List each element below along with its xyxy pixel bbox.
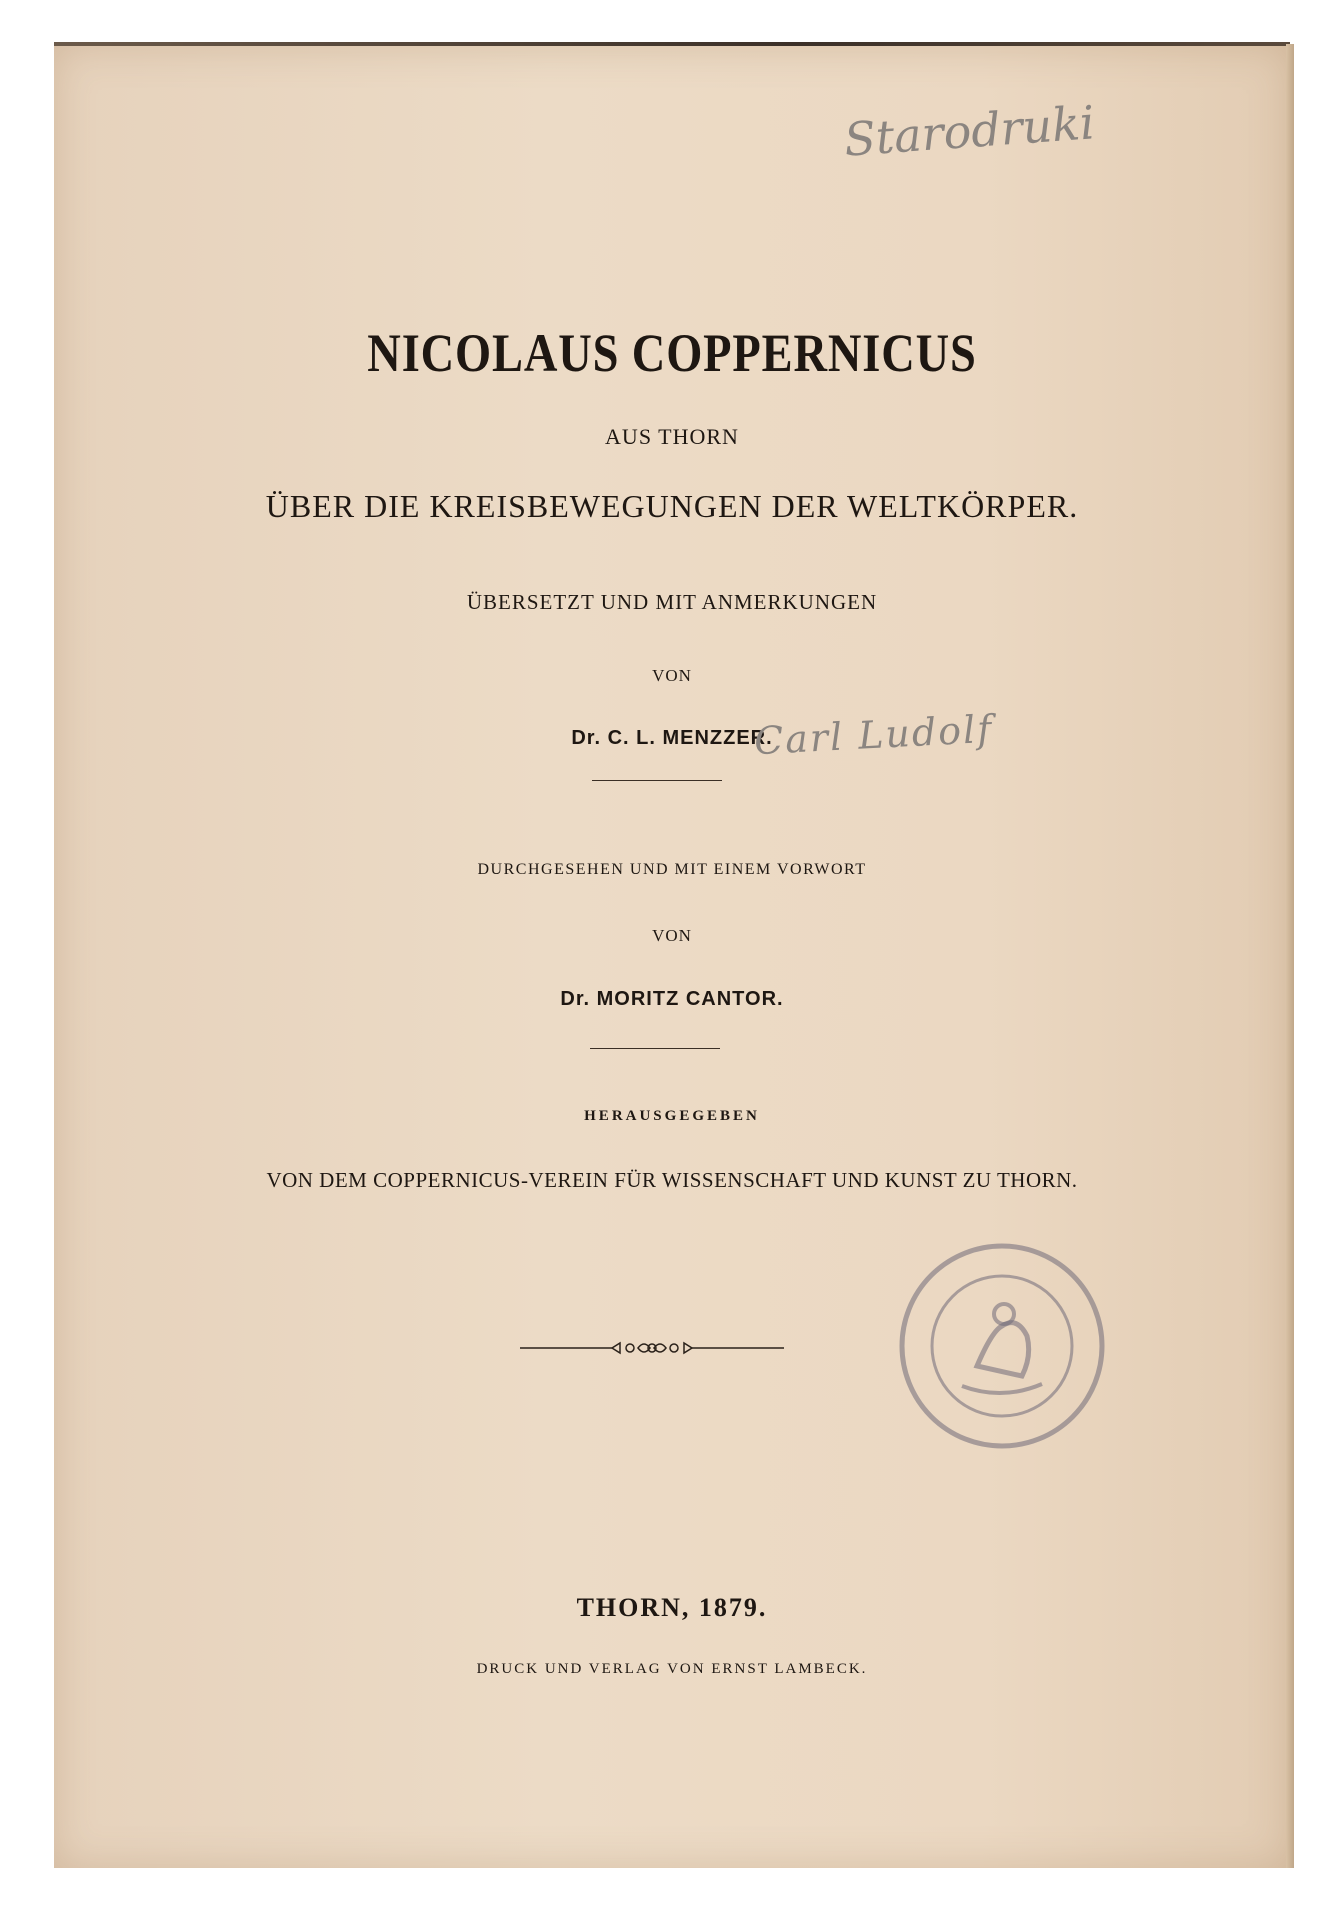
book-title: NICOLAUS COPPERNICUS <box>367 323 977 383</box>
title-page <box>54 46 1290 1868</box>
printer-line: DRUCK UND VERLAG VON ERNST LAMBECK. <box>476 1661 868 1677</box>
published-note: HERAUSGEGEBEN <box>584 1108 760 1124</box>
place-and-year: THORN, 1879. <box>576 1593 768 1622</box>
page-edge <box>1286 44 1294 1868</box>
author-origin: AUS THORN <box>605 424 739 449</box>
foreword-author: Dr. MORITZ CANTOR. <box>560 988 784 1010</box>
library-stamp <box>892 1236 1112 1456</box>
revision-note: DURCHGESEHEN UND MIT EINEM VORWORT <box>477 861 867 878</box>
publisher-society: VON DEM COPPERNICUS-VEREIN FÜR WISSENSCHAFT UND KUNST ZU THORN. <box>266 1168 1078 1192</box>
handwritten-translator-first-names: Carl Ludolf <box>753 706 995 764</box>
von-label-1: VON <box>652 666 692 685</box>
handwritten-note-starodruki: Starodruki <box>842 95 1097 167</box>
translator-line <box>54 706 1290 764</box>
ornamental-divider <box>520 1336 784 1360</box>
divider-rule-2 <box>590 1048 720 1049</box>
translator-name: Dr. C. L. MENZZER. <box>571 727 773 749</box>
von-label-2: VON <box>652 926 692 945</box>
divider-rule-1 <box>592 780 722 781</box>
translation-note: ÜBERSETZT UND MIT ANMERKUNGEN <box>466 590 878 614</box>
book-subtitle: ÜBER DIE KREISBEWEGUNGEN DER WELTKÖRPER. <box>265 488 1079 524</box>
